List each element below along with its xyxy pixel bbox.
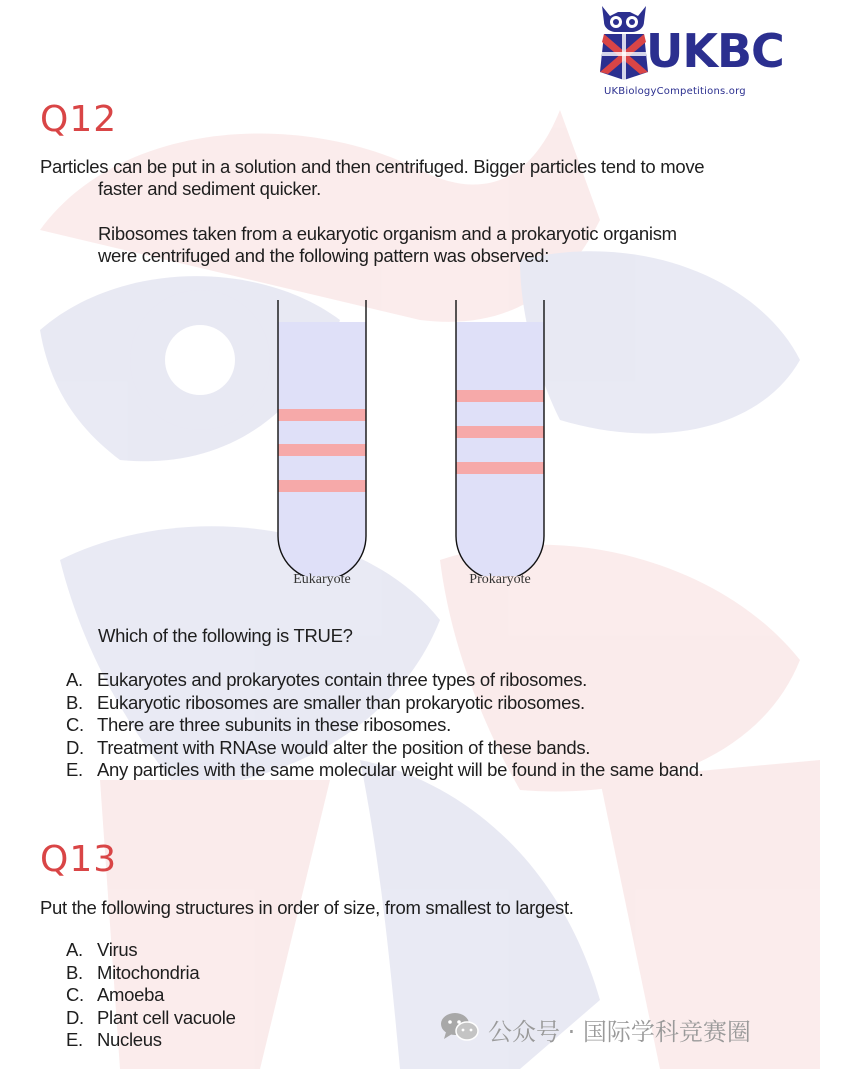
option-letter: E.	[66, 1029, 83, 1050]
eukaryote-band-1	[278, 409, 366, 421]
option-text: There are three subunits in these ribosomes.	[97, 714, 451, 735]
q13-option-b[interactable]	[66, 962, 236, 985]
option-text: Nucleus	[97, 1029, 162, 1050]
eukaryote-band-3	[278, 480, 366, 492]
owl-logo-icon	[594, 2, 654, 82]
option-text: Mitochondria	[97, 961, 200, 983]
q13-option-e[interactable]	[66, 1029, 236, 1052]
option-letter: B.	[66, 961, 83, 983]
option-letter: D.	[66, 736, 84, 758]
option-letter: B.	[66, 691, 83, 713]
prokaryote-band-3	[456, 462, 544, 474]
q12-intro-line1: Particles can be put in a solution and then centrifuged. Bigger particles tend to move	[40, 156, 705, 177]
q12-option-c[interactable]	[66, 714, 704, 737]
prokaryote-label: Prokaryote	[469, 572, 531, 587]
q12-question: Which of the following is TRUE?	[98, 625, 353, 646]
option-text: Treatment with RNAse would alter the position of these bands.	[97, 736, 591, 758]
q12-observe-line2: were centrifuged and the following pattern was observed:	[98, 245, 550, 266]
q12-intro-line2: faster and sediment quicker.	[98, 178, 321, 199]
q12-options	[66, 669, 704, 782]
eukaryote-tube	[278, 300, 366, 576]
prokaryote-band-2	[456, 426, 544, 438]
option-letter: E.	[66, 759, 83, 780]
q12-option-e[interactable]	[66, 759, 704, 782]
q13-prompt: Put the following structures in order of size, from smallest to largest.	[40, 897, 574, 918]
ukbc-logo	[594, 2, 784, 102]
wechat-account-name: 公众号 · 国际学科竞赛圈	[488, 1018, 751, 1046]
logo-wordmark: UKBC	[646, 24, 784, 78]
option-text: Amoeba	[97, 984, 165, 1005]
option-text: Eukaryotic ribosomes are smaller than prokaryotic ribosomes.	[97, 691, 585, 713]
wechat-watermark	[440, 1006, 820, 1046]
option-letter: A.	[66, 939, 83, 960]
q12-option-b[interactable]	[66, 692, 704, 715]
q13-option-c[interactable]	[66, 984, 236, 1007]
option-text: Plant cell vacuole	[97, 1006, 236, 1028]
prokaryote-tube	[456, 300, 544, 576]
q12-title: Q12	[40, 99, 118, 140]
option-letter: A.	[66, 669, 83, 690]
option-text: Eukaryotes and prokaryotes contain three types of ribosomes.	[97, 669, 587, 690]
option-text: Any particles with the same molecular weight will be found in the same band.	[97, 759, 704, 780]
q12-option-d[interactable]	[66, 737, 704, 760]
q13-option-a[interactable]	[66, 939, 236, 962]
option-letter: D.	[66, 1006, 84, 1028]
q12-observe-line1: Ribosomes taken from a eukaryotic organism and a prokaryotic organism	[98, 223, 677, 244]
q13-options	[66, 939, 236, 1052]
eukaryote-label: Eukaryote	[293, 572, 351, 587]
q12-option-a[interactable]	[66, 669, 704, 692]
prokaryote-band-1	[456, 390, 544, 402]
wechat-icon	[440, 1010, 480, 1044]
logo-url: UKBiologyCompetitions.org	[604, 86, 746, 97]
option-letter: C.	[66, 984, 84, 1005]
option-letter: C.	[66, 714, 84, 735]
option-text: Virus	[97, 939, 138, 960]
q13-option-d[interactable]	[66, 1007, 236, 1030]
q13-title: Q13	[40, 839, 118, 880]
eukaryote-band-2	[278, 444, 366, 456]
centrifuge-figure	[260, 296, 580, 576]
